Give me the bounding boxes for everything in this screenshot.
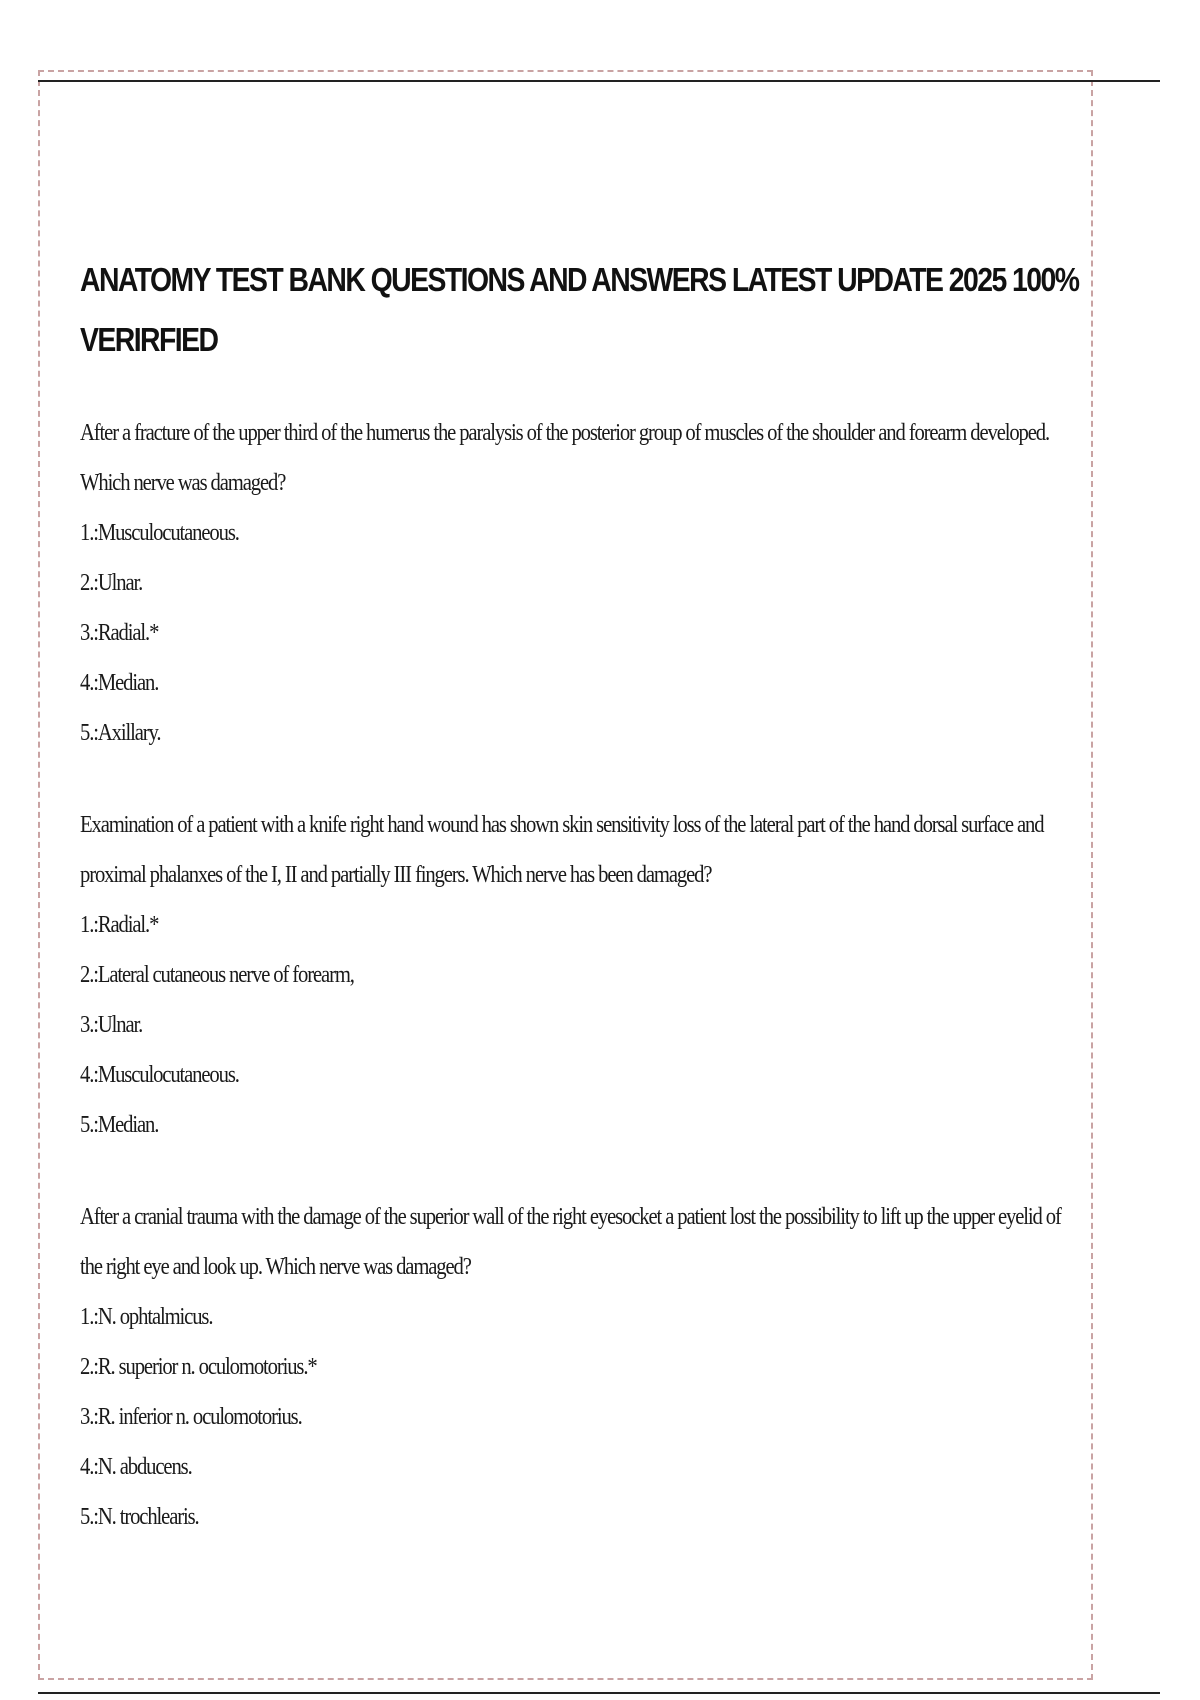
answer-option-correct: 3.:Radial.* [80, 620, 159, 646]
answer-option: 4.:Median. [80, 670, 159, 696]
bottom-rule [38, 1692, 1160, 1694]
answer-option: 2.:Ulnar. [80, 570, 143, 596]
answer-option: 5.:N. trochlearis. [80, 1504, 199, 1530]
answer-option: 1.:Musculocutaneous. [80, 520, 239, 546]
question-text: After a fracture of the upper third of the humerus the paralysis of the posterior group of muscles of the shoulder and forearm developed. Which nerve was damaged? [80, 420, 1050, 496]
question-text: After a cranial trauma with the damage of the superior wall of the right eyesocket a patient lost the possibility to lift up the upper eyelid of the right eye and look up. Which nerve was damaged? [80, 1204, 1061, 1280]
answer-option: 2.:Lateral cutaneous nerve of forearm, [80, 962, 354, 988]
question-3 [80, 1192, 1080, 1542]
answer-option: 1.:N. ophtalmicus. [80, 1304, 213, 1330]
answer-option: 4.:N. abducens. [80, 1454, 192, 1480]
top-rule [38, 80, 1160, 82]
answer-option: 5.:Axillary. [80, 720, 161, 746]
answer-option: 3.:R. inferior n. oculomotorius. [80, 1404, 302, 1430]
question-2 [80, 800, 1080, 1150]
answer-option: 5.:Median. [80, 1112, 159, 1138]
document-body [80, 250, 1080, 1584]
answer-option-correct: 2.:R. superior n. oculomotorius.* [80, 1354, 317, 1380]
answer-option: 3.:Ulnar. [80, 1012, 143, 1038]
answer-option: 4.:Musculocutaneous. [80, 1062, 239, 1088]
answer-option-correct: 1.:Radial.* [80, 912, 159, 938]
question-text: Examination of a patient with a knife right hand wound has shown skin sensitivity loss of the lateral part of the hand dorsal surface and proximal phalanxes of the I, II and partially III fingers. Which nerve has been damaged? [80, 812, 1044, 888]
document-title: ANATOMY TEST BANK QUESTIONS AND ANSWERS LATEST UPDATE 2025 100% VERIRFIED [80, 261, 1079, 358]
question-1 [80, 408, 1080, 758]
